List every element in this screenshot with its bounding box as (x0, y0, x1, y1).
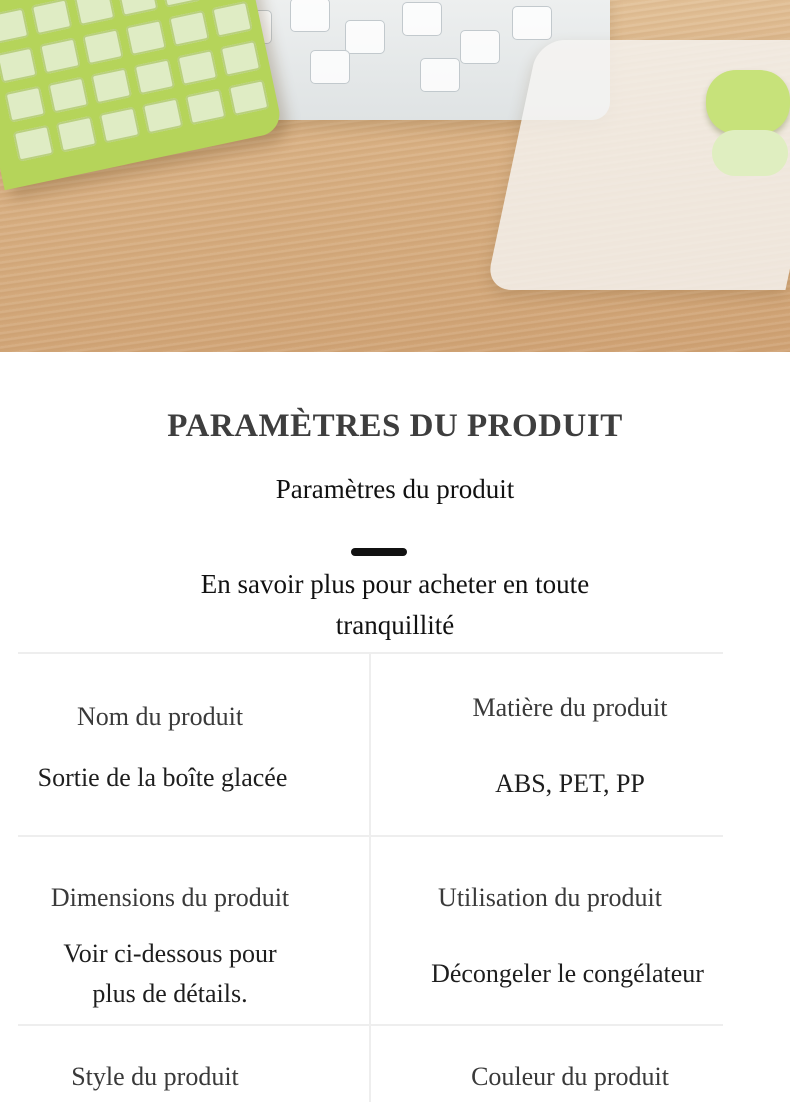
section-title: PARAMÈTRES DU PRODUIT (167, 408, 623, 444)
param-value-usage: Décongeler le congélateur (431, 959, 704, 988)
table-column-divider (369, 652, 371, 1102)
param-label-material: Matière du produit (472, 693, 668, 722)
intro-text: En savoir plus pour acheter en toute tranquillité (200, 569, 590, 640)
product-photo (0, 0, 790, 352)
title-divider (351, 548, 407, 556)
lid-handle-base (712, 130, 788, 176)
param-label-name: Nom du produit (76, 702, 244, 731)
param-value-dimensions: Voir ci-dessous pour plus de détails. (63, 939, 277, 1008)
lid-handle (706, 70, 790, 134)
param-label-style: Style du produit (71, 1062, 239, 1091)
param-label-usage: Utilisation du produit (438, 883, 662, 912)
param-label-color: Couleur du produit (471, 1062, 669, 1091)
param-value-name: Sortie de la boîte glacée (37, 763, 288, 792)
param-value-material: ABS, PET, PP (495, 769, 645, 798)
section-subtitle: Paramètres du produit (275, 474, 515, 504)
param-label-dimensions: Dimensions du produit (50, 883, 290, 912)
